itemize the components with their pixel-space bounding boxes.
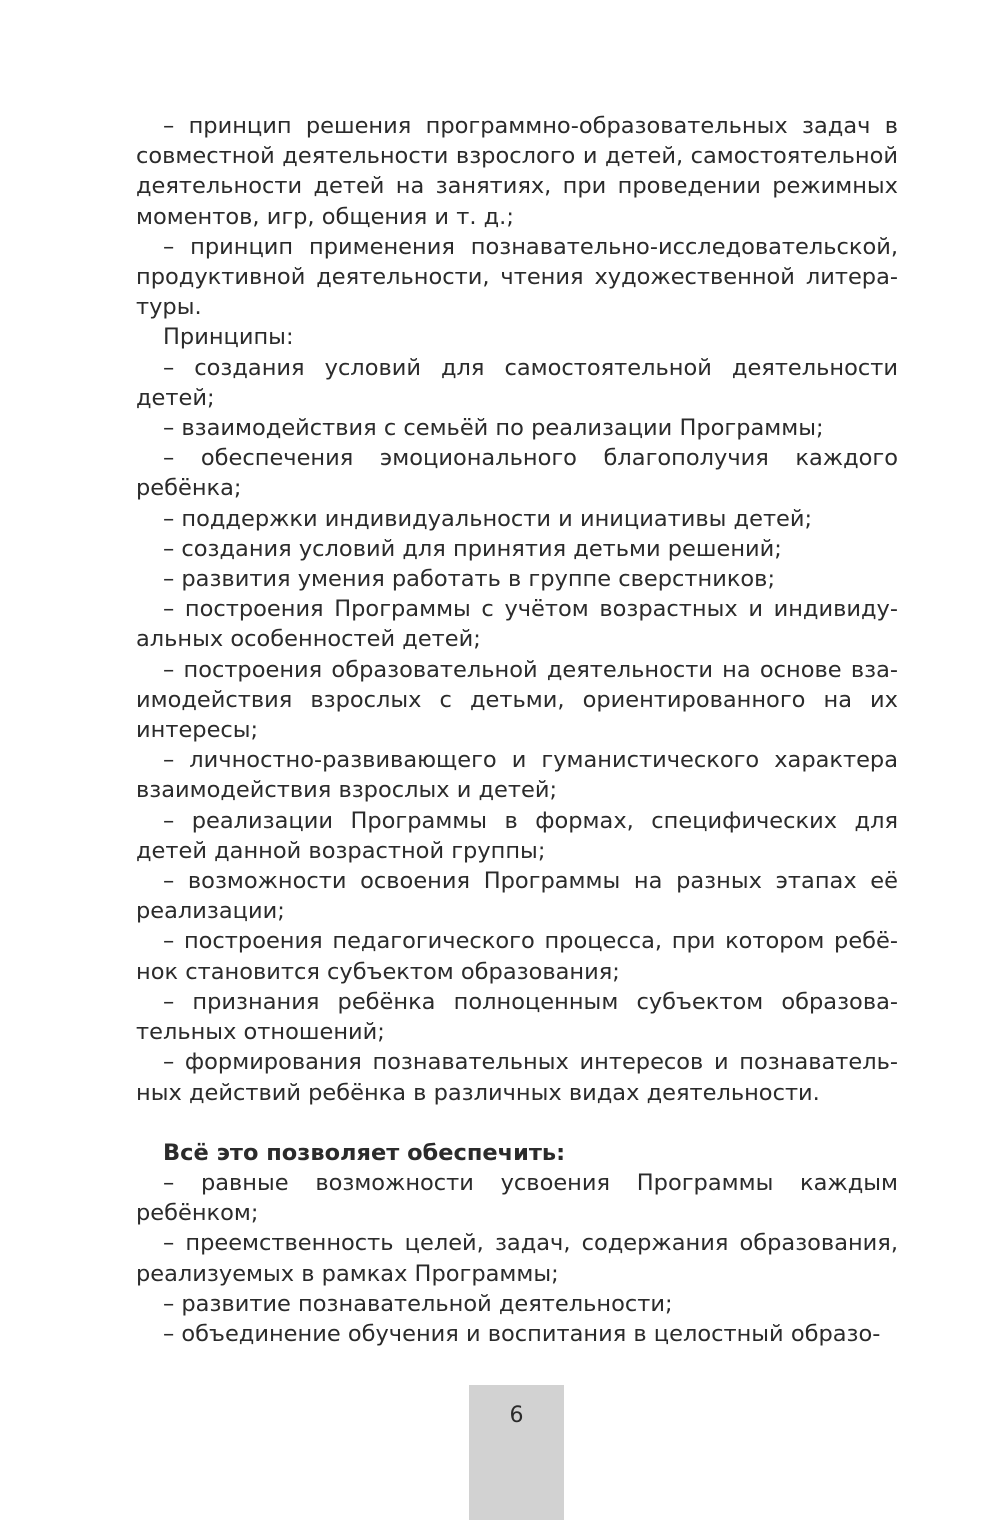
paragraph: – обеспечения эмоционального благополучия каждого ребёнка;	[136, 445, 898, 502]
page-number-box	[469, 1385, 564, 1520]
list-item: – развитие познавательной деятельности;	[163, 1290, 673, 1317]
paragraph: – поддержки индивидуальности и инициативы детей;	[163, 505, 813, 532]
paragraph: – построения Программы с учётом возрастных и индивидуальных особенностей детей;	[136, 596, 898, 653]
paragraph: – признания ребёнка полноценным субъектом образовательных отношений;	[136, 988, 898, 1046]
paragraph: – личностно-развивающего и гуманистического характера взаимодействия взрослых и детей;	[136, 747, 898, 804]
list-item: – равные возможности усвоения Программы каждым ребёнком;	[136, 1169, 898, 1227]
paragraph: – построения образовательной деятельности на основе взаимодействия взрослых с детьми, ориентированного на их интересы;	[136, 656, 898, 744]
paragraph: – взаимодействия с семьёй по реализации Программы;	[163, 415, 824, 442]
paragraph: – реализации Программы в формах, специфических для детей данной возрастной группы;	[136, 807, 898, 864]
paragraph: – принцип применения познавательно-исследовательской, продуктивной деятельности, чтения художественной литературы.	[136, 233, 898, 321]
list-item: – объединение обучения и воспитания в целостный образо-	[163, 1320, 881, 1347]
paragraph: – создания условий для самостоятельной деятельности детей;	[136, 354, 898, 411]
page-number: 6	[509, 1403, 524, 1428]
page-body	[136, 111, 898, 1349]
paragraph: Принципы:	[163, 324, 294, 351]
paragraph: – построения педагогического процесса, при котором ребёнок становится субъектом образования;	[136, 928, 898, 985]
paragraph: – создания условий для принятия детьми решений;	[163, 535, 782, 562]
paragraph: – формирования познавательных интересов и познавательных действий ребёнка в различных видах деятельности.	[136, 1049, 898, 1106]
list-item: – преемственность целей, задач, содержания образования, реализуемых в рамках Программы;	[136, 1230, 898, 1287]
section-heading: Всё это позволяет обеспечить:	[163, 1139, 566, 1166]
paragraph: – возможности освоения Программы на разных этапах её реализации;	[136, 868, 898, 925]
paragraph: – развития умения работать в группе сверстников;	[163, 566, 776, 593]
paragraph: – принцип решения программно-образовательных задач в совместной деятельности взрослого и детей, самостоятельной деятельности детей на занятиях, при проведении режимных моментов, игр, общения и т. д.;	[136, 113, 898, 230]
